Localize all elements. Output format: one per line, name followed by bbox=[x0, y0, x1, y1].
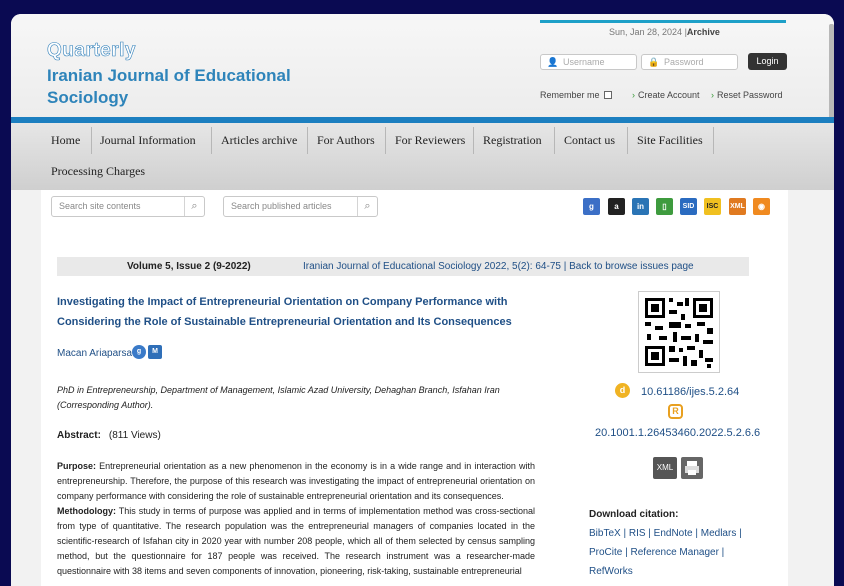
qr-code-image bbox=[639, 292, 719, 372]
logo-title-line1: Iranian Journal of Educational bbox=[47, 66, 291, 85]
print-icon[interactable] bbox=[681, 457, 703, 479]
view-count: (811 Views) bbox=[108, 430, 161, 441]
article-search-placeholder: Search published articles bbox=[231, 201, 332, 211]
citation-medlars[interactable]: Medlars bbox=[700, 528, 737, 539]
site-search-input[interactable] bbox=[51, 196, 205, 217]
doi-icon: d bbox=[615, 383, 630, 398]
rdoi-link[interactable]: 20.1001.1.26453460.2022.5.2.6.6 bbox=[595, 427, 761, 439]
scholar-profile-icon[interactable]: M bbox=[148, 345, 162, 359]
library-icon[interactable]: ▯ bbox=[656, 198, 673, 215]
nav-separator bbox=[627, 127, 628, 154]
issue-volume: Volume 5, Issue 2 (9-2022) bbox=[127, 261, 251, 272]
login-button[interactable]: Login bbox=[748, 53, 787, 70]
author-name[interactable]: Macan Ariaparsa bbox=[57, 348, 133, 359]
linkedin-icon[interactable]: in bbox=[632, 198, 649, 215]
doi-link[interactable]: 10.61186/ijes.5.2.64 bbox=[641, 386, 740, 398]
rss-icon[interactable]: ◉ bbox=[753, 198, 770, 215]
sid-icon[interactable]: SID bbox=[680, 198, 697, 215]
nav-site-facilities[interactable]: Site Facilities bbox=[637, 133, 703, 147]
nav-separator bbox=[713, 127, 714, 154]
nav-registration[interactable]: Registration bbox=[483, 133, 542, 147]
abstract-text bbox=[57, 459, 535, 579]
back-to-browse-link[interactable]: Back to browse issues page bbox=[569, 261, 694, 272]
citation-endnote[interactable]: EndNote bbox=[653, 528, 693, 539]
site-search-placeholder: Search site contents bbox=[59, 201, 141, 211]
search-icon[interactable]: ⌕ bbox=[184, 197, 204, 216]
issue-bar bbox=[57, 257, 749, 276]
nav-separator bbox=[385, 127, 386, 154]
citation-bibtex[interactable]: BibTeX bbox=[589, 528, 621, 539]
article-title-line1: Investigating the Impact of Entrepreneurial Orientation on Company Performance with bbox=[57, 296, 508, 308]
nav-separator bbox=[554, 127, 555, 154]
remember-me[interactable] bbox=[540, 90, 612, 100]
citation-refworks[interactable]: RefWorks bbox=[589, 566, 633, 577]
arrow-icon: › bbox=[632, 90, 635, 100]
reset-password-link[interactable] bbox=[711, 90, 783, 100]
lock-icon: 🔒 bbox=[648, 57, 660, 67]
password-field[interactable] bbox=[641, 54, 738, 70]
remember-label: Remember me bbox=[540, 90, 600, 100]
create-account-label: Create Account bbox=[638, 90, 700, 100]
arrow-icon: › bbox=[711, 90, 714, 100]
google-icon[interactable]: g bbox=[583, 198, 600, 215]
reset-password-label: Reset Password bbox=[717, 90, 783, 100]
citation-formats: BibTeX | RIS | EndNote | Medlars | ProCite | Reference Manager | RefWorks bbox=[589, 528, 742, 577]
xml-download-button[interactable]: XML bbox=[653, 457, 677, 479]
issue-separator: | bbox=[560, 261, 570, 272]
header-accent-bar bbox=[540, 20, 786, 23]
nav-journal-information[interactable]: Journal Information bbox=[100, 133, 196, 147]
purpose-text: Entrepreneurial orientation as a new phenomenon in the economy is in a wide range and in interaction with entrepreneurship. Therefore, the purpose of this research was investigating the impact of entrepreneurial orientation on company performance with considering the role of sustainable entrepreneurial orientation and its consequences. bbox=[57, 461, 535, 501]
username-field[interactable] bbox=[540, 54, 637, 70]
issue-citation-line bbox=[303, 257, 694, 276]
nav-for-reviewers[interactable]: For Reviewers bbox=[395, 133, 466, 147]
nav-separator bbox=[91, 127, 92, 154]
printer-glyph bbox=[681, 457, 703, 479]
nav-separator bbox=[307, 127, 308, 154]
search-icon[interactable]: ⌕ bbox=[357, 197, 377, 216]
logo-title-line2: Sociology bbox=[47, 88, 129, 107]
article-title bbox=[57, 292, 567, 332]
citation-reference-manager[interactable]: Reference Manager bbox=[630, 547, 719, 558]
nav-contact-us[interactable]: Contact us bbox=[564, 133, 615, 147]
remember-checkbox[interactable] bbox=[604, 91, 612, 99]
user-icon: 👤 bbox=[547, 57, 559, 67]
xml-icon[interactable]: XML bbox=[729, 198, 746, 215]
date-archive: Sun, Jan 28, 2024 |Archive bbox=[609, 27, 720, 37]
citation-ris[interactable]: RIS bbox=[628, 528, 646, 539]
purpose-label: Purpose: bbox=[57, 461, 97, 471]
download-citation-heading: Download citation: bbox=[589, 509, 679, 520]
nav-processing-charges[interactable]: Processing Charges bbox=[51, 164, 146, 178]
username-placeholder: Username bbox=[563, 57, 605, 67]
current-date: Sun, Jan 28, 2024 bbox=[609, 27, 683, 37]
isc-icon[interactable]: ISC bbox=[704, 198, 721, 215]
logo-quarterly: Quarterly bbox=[47, 40, 136, 61]
google-scholar-icon[interactable]: g bbox=[132, 345, 146, 359]
create-account-link[interactable] bbox=[632, 90, 700, 100]
article-title-line2: Considering the Role of Sustainable Entrepreneurial Orientation and Its Consequences bbox=[57, 316, 512, 328]
nav-home[interactable]: Home bbox=[51, 133, 81, 147]
citation-procite[interactable]: ProCite bbox=[589, 547, 623, 558]
amazon-icon[interactable]: a bbox=[608, 198, 625, 215]
methodology-label: Methodology: bbox=[57, 506, 116, 516]
abstract-header bbox=[57, 430, 161, 441]
browser-page bbox=[11, 14, 834, 586]
methodology-text: This study in terms of purpose was applied and in terms of implementation method was cross-sectional from type of quantitative. The research population was the entrepreneurial managers of companies located in the scientific-research of Isfahan city in 2020 year with number 208 people, which all of them selected by census sampling method, but the questionnaire for 187 people was received. The research instrument was a researcher-made questionnaire with 38 items and seven components of innovation, pioneering, risk-taking, sustainable entrepreneurial bbox=[57, 506, 535, 576]
article-search-input[interactable] bbox=[223, 196, 378, 217]
author-affiliation: PhD in Entrepreneurship, Department of Management, Islamic Azad University, Dehaghan Branch, Isfahan Iran (Corresponding Author). bbox=[57, 385, 500, 410]
archive-link[interactable]: Archive bbox=[686, 27, 720, 37]
password-placeholder: Password bbox=[664, 57, 704, 67]
nav-separator bbox=[473, 127, 474, 154]
nav-separator bbox=[211, 127, 212, 154]
rdoi-icon: R bbox=[668, 404, 683, 419]
nav-articles-archive[interactable]: Articles archive bbox=[221, 133, 298, 147]
abstract-label: Abstract: bbox=[57, 430, 101, 441]
issue-citation[interactable]: Iranian Journal of Educational Sociology 2022, 5(2): 64-75 bbox=[303, 261, 561, 272]
site-header bbox=[11, 14, 834, 122]
nav-for-authors[interactable]: For Authors bbox=[317, 133, 375, 147]
qr-code bbox=[638, 291, 720, 373]
